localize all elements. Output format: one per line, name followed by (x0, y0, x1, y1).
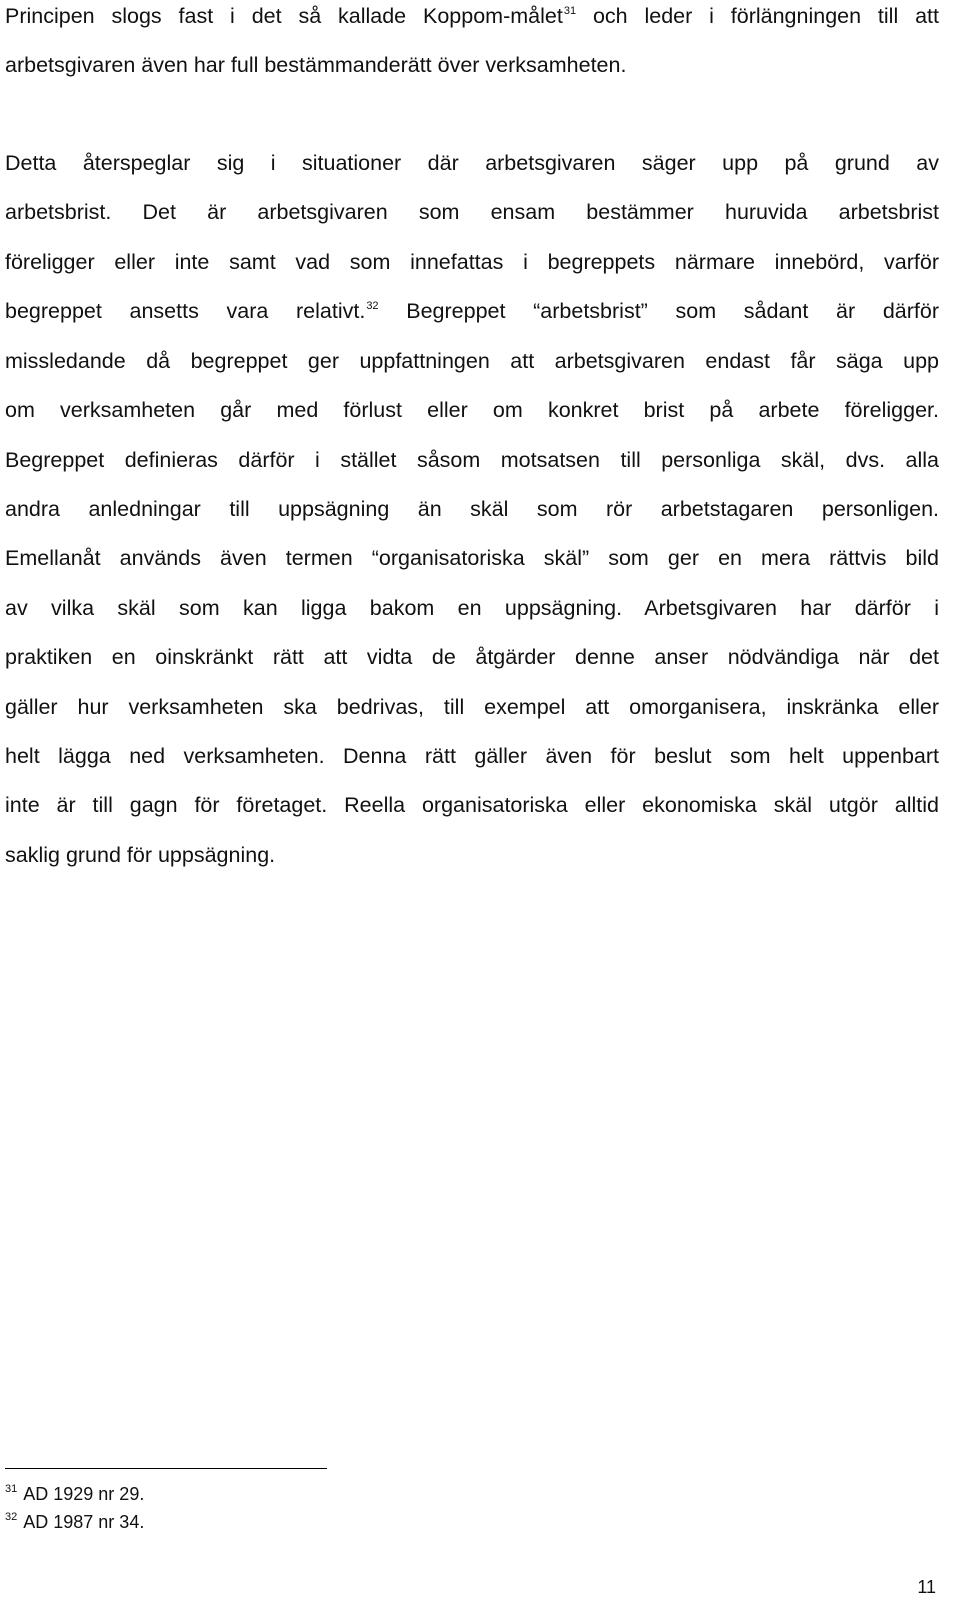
footnote-separator (5, 1468, 327, 1469)
body-line: andra anledningar till uppsägning än skäl som rör arbetstagaren personligen. (5, 497, 939, 521)
footnote (5, 1483, 144, 1505)
body-line: av vilka skäl som kan ligga bakom en uppsägning. Arbetsgivaren har därför i (5, 596, 939, 620)
body-line: Begreppet definieras därför i stället såsom motsatsen till personliga skäl, dvs. alla (5, 448, 939, 472)
body-line: Principen slogs fast i det så kallade Koppom-målet$^{31}$ och leder i förlängningen till att (5, 4, 939, 28)
body-line: missledande då begreppet ger uppfattningen att arbetsgivaren endast får säga upp (5, 349, 939, 373)
body-line: gäller hur verksamheten ska bedrivas, till exempel att omorganisera, inskränka eller (5, 695, 939, 719)
body-line: arbetsbrist. Det är arbetsgivaren som ensam bestämmer huruvida arbetsbrist (5, 200, 939, 224)
footnote-text: AD 1987 nr 34. (23, 1512, 145, 1532)
footnote-reference: 31 (563, 5, 577, 17)
body-line: inte är till gagn för företaget. Reella organisatoriska eller ekonomiska skäl utgör alltid (5, 793, 939, 817)
body-line: arbetsgivaren även har full bestämmanderätt över verksamheten. (5, 53, 627, 77)
body-line: om verksamheten går med förlust eller om konkret brist på arbete föreligger. (5, 398, 939, 422)
body-line: Emellanåt används även termen “organisatoriska skäl” som ger en mera rättvis bild (5, 546, 939, 570)
footnote (5, 1511, 144, 1533)
body-line: praktiken en oinskränkt rätt att vidta de åtgärder denne anser nödvändiga när det (5, 645, 939, 669)
footnote-number: 32 (5, 1511, 18, 1523)
footnote-number: 31 (5, 1483, 18, 1495)
footnote-text: AD 1929 nr 29. (23, 1484, 145, 1504)
footnote-reference: 32 (366, 300, 379, 312)
body-line: begreppet ansetts vara relativt.$^{32}$ Begreppet “arbetsbrist” som sådant är därför (5, 299, 939, 323)
body-line: saklig grund för uppsägning. (5, 843, 276, 867)
body-line: Detta återspeglar sig i situationer där arbetsgivaren säger upp på grund av (5, 151, 939, 175)
page-number: 11 (917, 1577, 936, 1597)
body-line: föreligger eller inte samt vad som innefattas i begreppets närmare innebörd, varför (5, 250, 939, 274)
body-line: helt lägga ned verksamheten. Denna rätt gäller även för beslut som helt uppenbart (5, 744, 939, 768)
